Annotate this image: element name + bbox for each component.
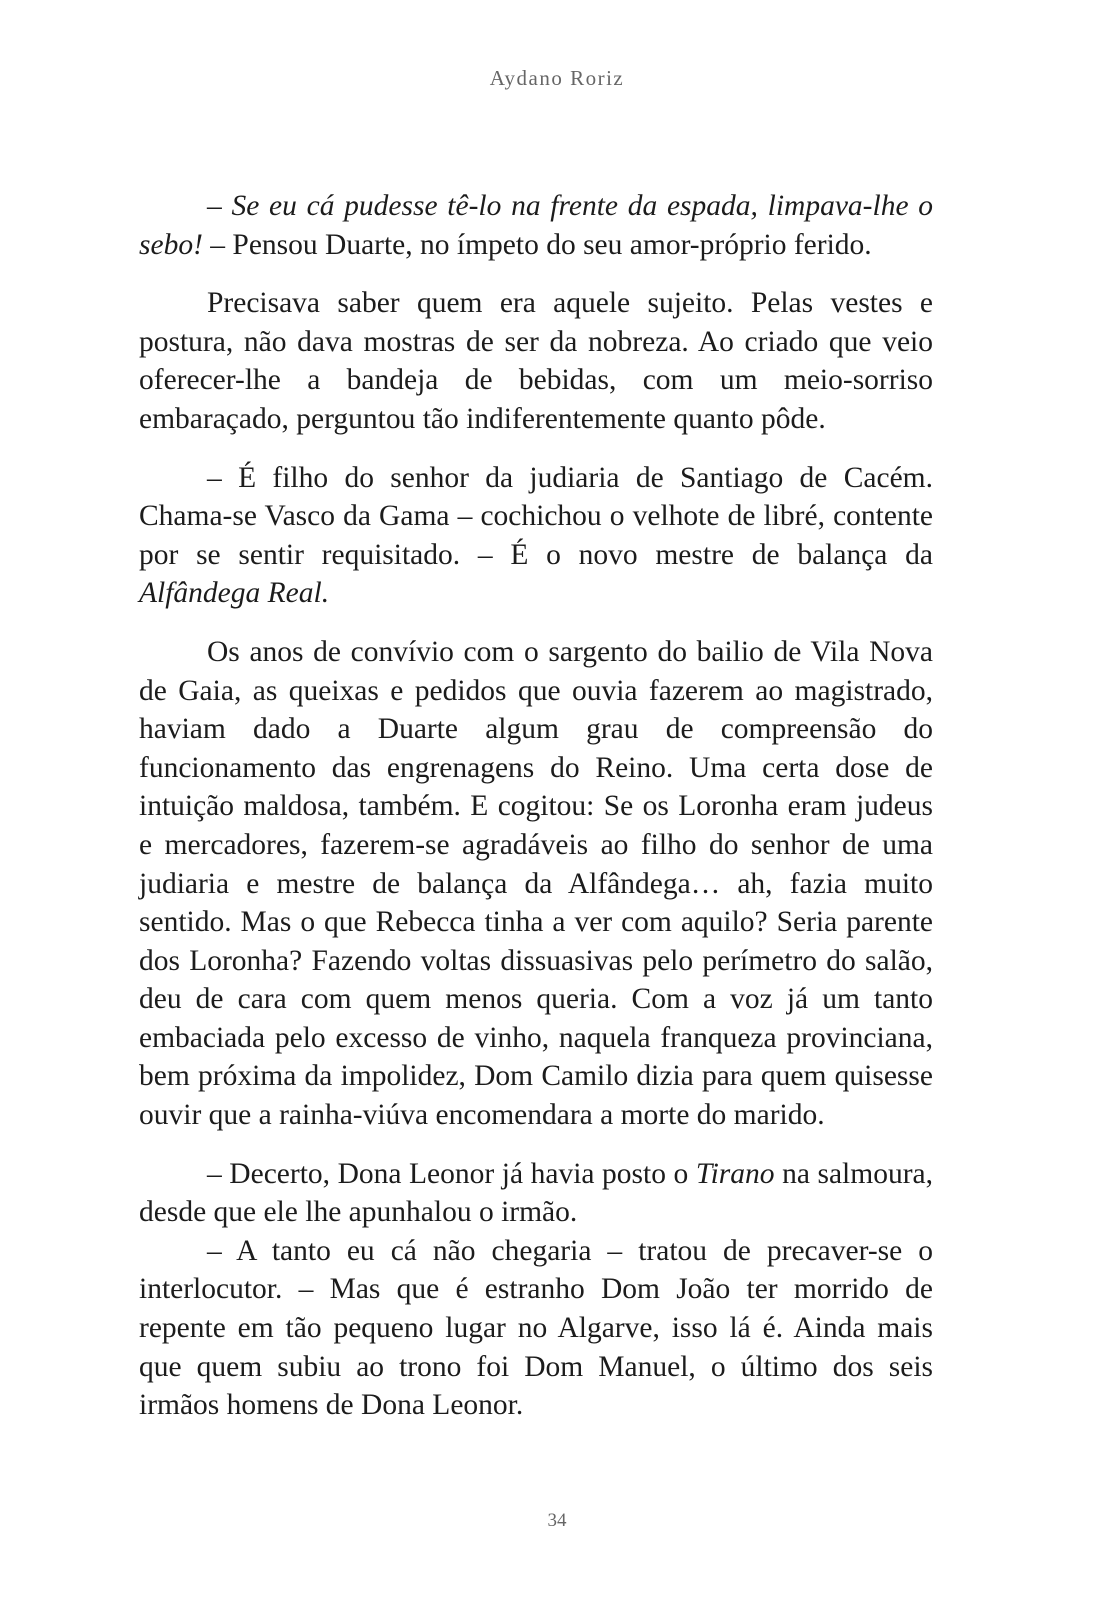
- paragraph: [139, 284, 933, 438]
- text-run: – Decerto, Dona Leonor já havia posto o: [207, 1157, 696, 1190]
- paragraph: [139, 459, 933, 613]
- italic-text-run: Alfândega Real.: [139, 577, 330, 610]
- body-text: [139, 187, 933, 1425]
- text-run: –: [207, 190, 232, 222]
- text-run: – A tanto eu cá não chegaria – tratou de precaver-se o interlocutor. – Mas que é estranho Dom João ter morrido de repente em tão pequeno lugar no Algarve, isso lá é. Ainda mais que quem subiu ao trono foi Dom Manuel, o último dos seis irmãos homens de Dona Leonor.: [139, 1234, 933, 1422]
- text-run: Os anos de convívio com o sargento do bailio de Vila Nova de Gaia, as queixas e pedidos que ouvia fazerem ao magistrado, haviam dado a Duarte algum grau de compreensão do funcionamento das engrenagens do Reino. Uma certa dose de intuição maldosa, também. E cogitou: Se os Loronha eram judeus e mercadores, fazerem-se agradáveis ao filho do senhor de uma judiaria e mestre de balança da Alfândega… ah, fazia muito sentido. Mas o que Rebecca tinha a ver com aquilo? Seria parente dos Loronha? Fazendo voltas dissuasivas pelo perímetro do salão, deu de cara com quem menos queria. Com a voz já um tanto embaciada pelo excesso de vinho, naquela franqueza provinciana, bem próxima da impolidez, Dom Camilo dizia para quem quisesse ouvir que a rainha-viúva encomendara a morte do marido.: [139, 635, 933, 1132]
- running-head-author: Aydano Roriz: [489, 66, 625, 90]
- italic-text-run: Tirano: [695, 1157, 775, 1190]
- text-run: – Pensou Duarte, no ímpeto do seu amor-próprio ferido.: [202, 228, 872, 261]
- text-run: – É filho do senhor da judiaria de Santiago de Cacém. Chama-se Vasco da Gama – cochichou o velhote de libré, contente por se sentir requisitado. – É o novo mestre de balança da: [139, 461, 933, 571]
- text-run: Precisava saber quem era aquele sujeito. Pelas vestes e postura, não dava mostras de ser da nobreza. Ao criado que veio oferecer-lhe a bandeja de bebidas, com um meio-sorriso embaraçado, perguntou tão indiferentemente quanto pôde.: [139, 287, 933, 435]
- paragraph: [139, 1155, 933, 1232]
- italic-text-run: Se eu cá pudesse tê-lo na frente da espada, limpava-lhe o sebo!: [139, 190, 934, 261]
- paragraph: [139, 633, 933, 1135]
- paragraph: [139, 1232, 933, 1425]
- paragraph: [139, 187, 933, 264]
- text-run: na salmoura, desde que ele lhe apunhalou o irmão.: [139, 1157, 933, 1229]
- page-number: 34: [547, 1510, 567, 1531]
